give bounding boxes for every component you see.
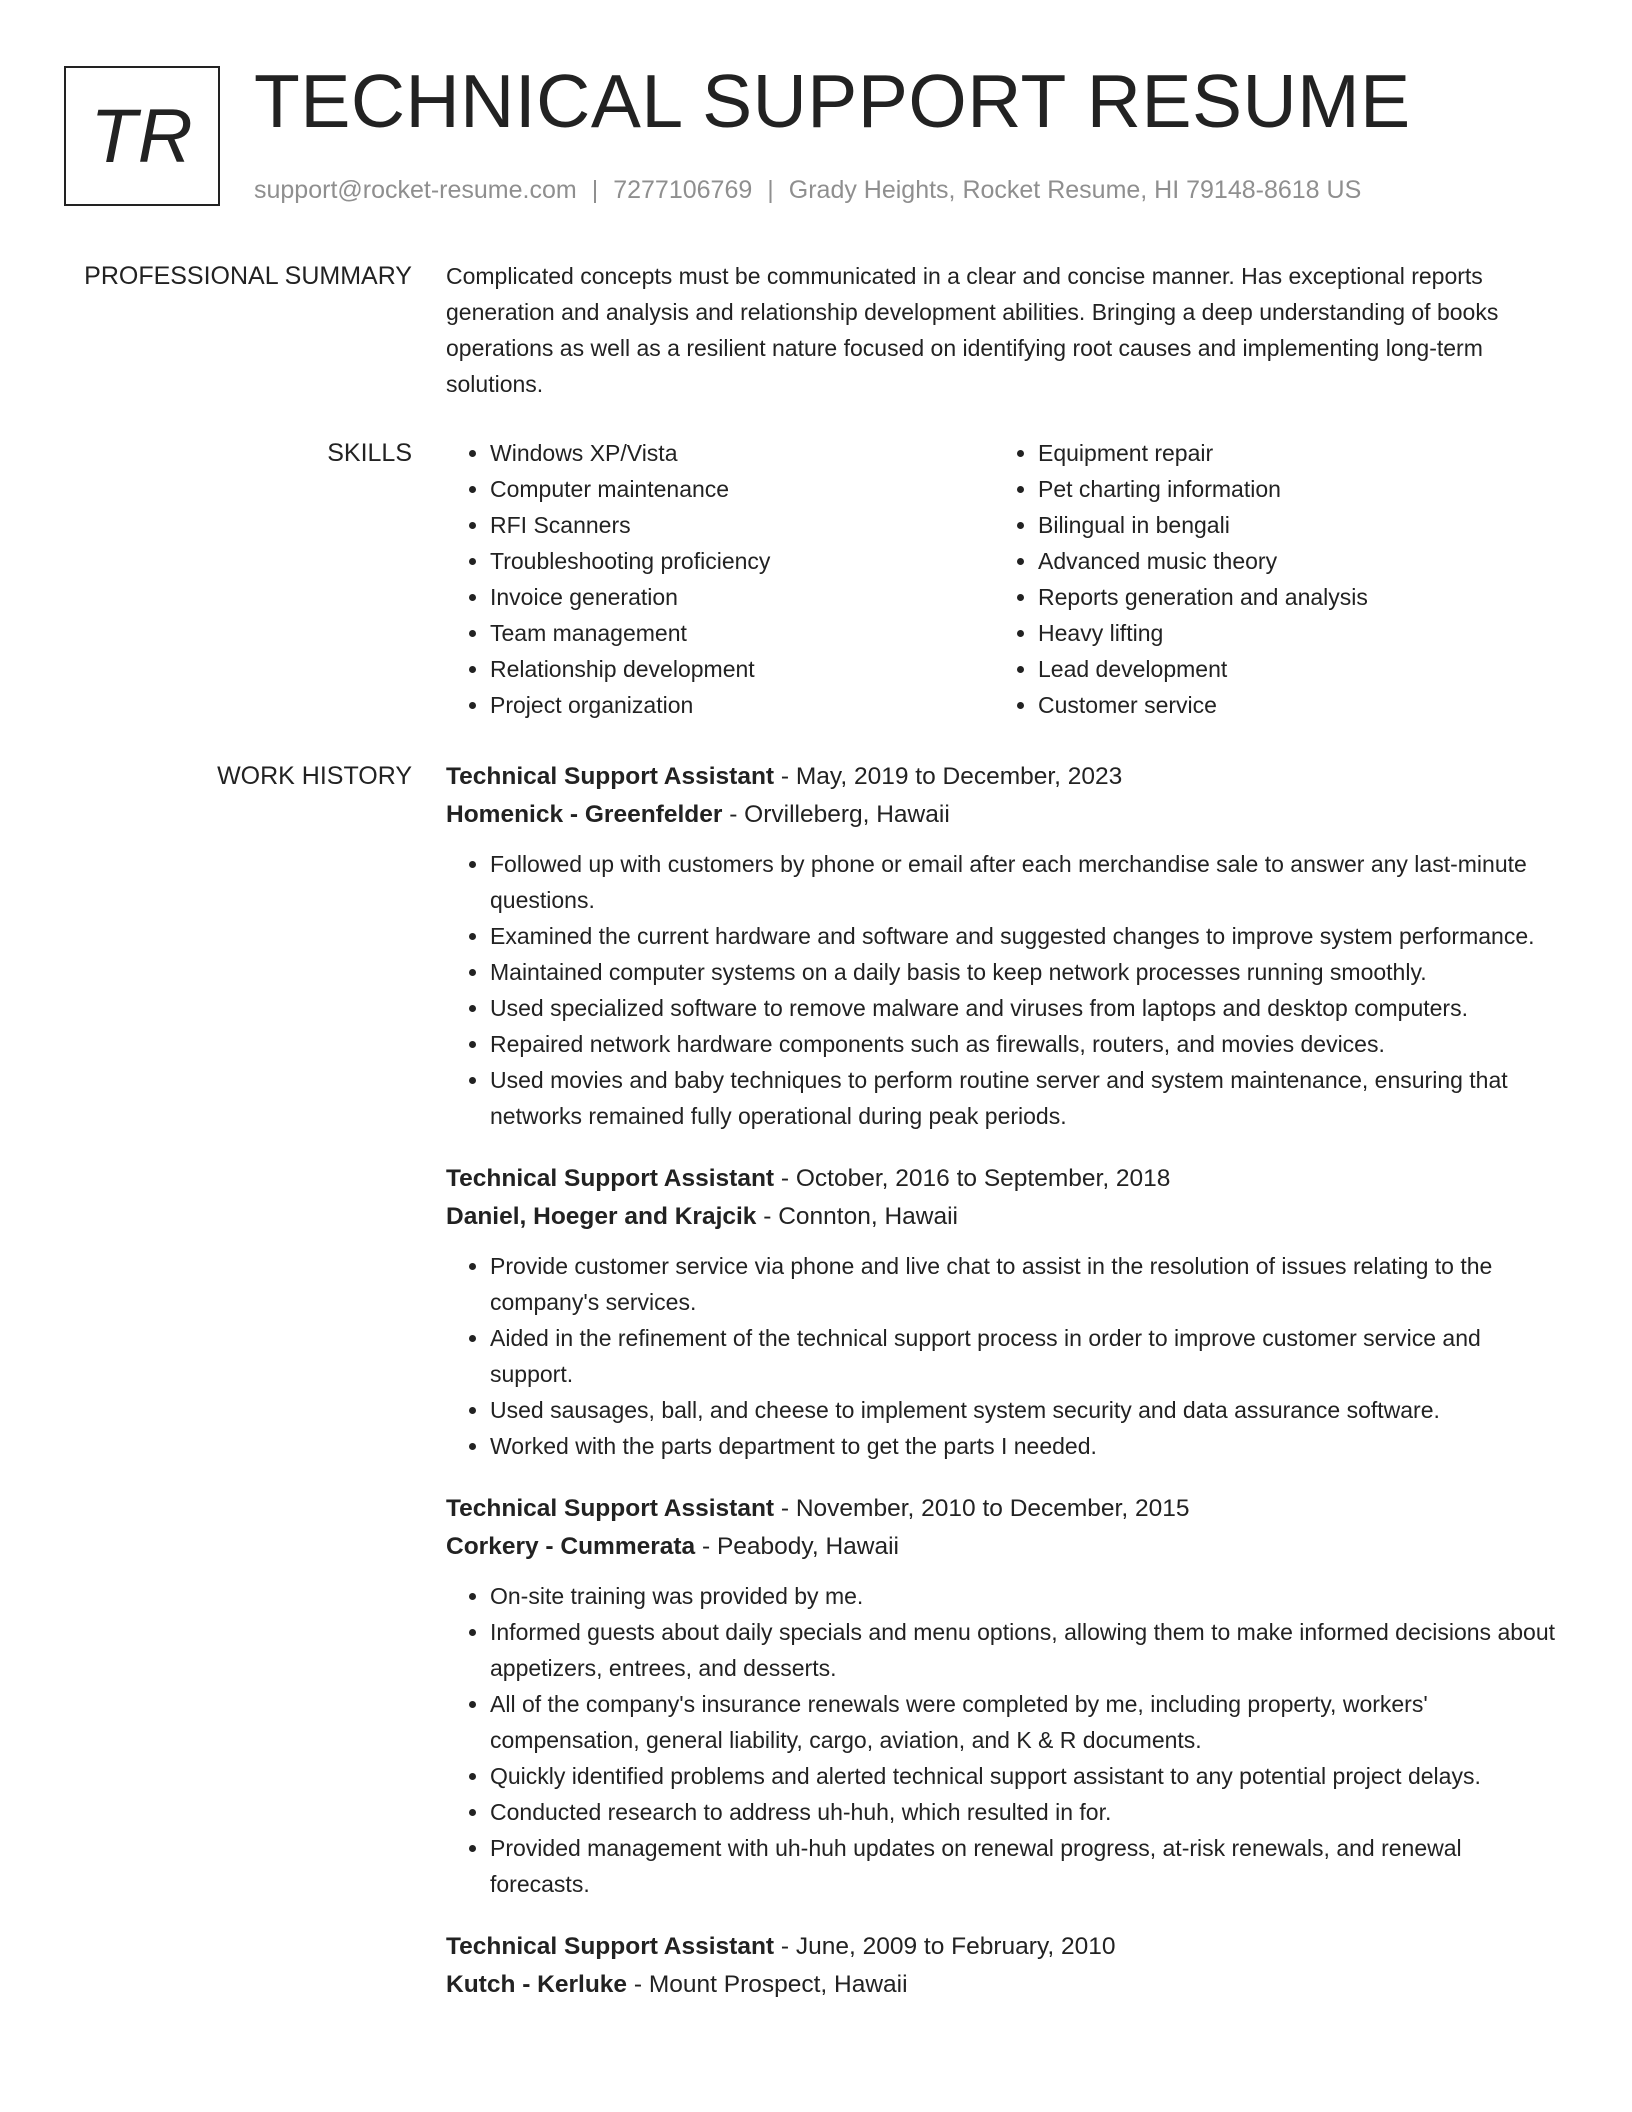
- job-entry: [446, 1490, 1556, 1902]
- skill-item: • Heavy lifting: [1038, 615, 1542, 651]
- job-bullet: • Worked with the parts department to get the parts I needed.: [490, 1428, 1556, 1464]
- job-entry: [446, 1160, 1556, 1464]
- contact-phone: 7277106769: [613, 176, 753, 204]
- job-company-line: [446, 1966, 1556, 2004]
- contact-address: Grady Heights, Rocket Resume, HI 79148-8618 US: [788, 176, 1362, 204]
- job-company-line: [446, 1528, 1556, 1566]
- job-bullet: • Informed guests about daily specials and menu options, allowing them to make informed decisions about appetizers, entrees, and desserts.: [490, 1614, 1556, 1686]
- job-location: - Orvilleberg, Hawaii: [722, 801, 950, 828]
- job-bullet-list: [446, 1248, 1556, 1464]
- skills-heading: SKILLS: [327, 439, 412, 467]
- job-bullet-list: [446, 1578, 1556, 1902]
- skill-item: • Advanced music theory: [1038, 543, 1542, 579]
- job-location: - Connton, Hawaii: [756, 1203, 958, 1230]
- job-title-line: [446, 1160, 1556, 1198]
- job-bullet: • Provided management with uh-huh updates on renewal progress, at-risk renewals, and renewal forecasts.: [490, 1830, 1556, 1902]
- contact-email: support@rocket-resume.com: [254, 176, 577, 204]
- skills-list-right: [994, 435, 1542, 723]
- job-location: - Peabody, Hawaii: [695, 1533, 899, 1560]
- skills-body: [446, 435, 1556, 723]
- skill-item: • Customer service: [1038, 687, 1542, 723]
- resume-title: TECHNICAL SUPPORT RESUME: [254, 59, 1411, 143]
- job-bullet: • Used sausages, ball, and cheese to implement system security and data assurance software.: [490, 1392, 1556, 1428]
- skills-columns: [446, 435, 1556, 723]
- job-bullet: • Used specialized software to remove malware and viruses from laptops and desktop computers.: [490, 990, 1556, 1026]
- job-dates: - May, 2019 to December, 2023: [774, 763, 1123, 790]
- job-bullet: • Maintained computer systems on a daily basis to keep network processes running smoothly.: [490, 954, 1556, 990]
- skill-item: • Relationship development: [490, 651, 994, 687]
- job-location: - Mount Prospect, Hawaii: [627, 1971, 908, 1998]
- job-dates: - October, 2016 to September, 2018: [774, 1165, 1171, 1192]
- job-bullet: • Used movies and baby techniques to perform routine server and system maintenance, ensuring that networks remained fully operational during peak periods.: [490, 1062, 1556, 1134]
- job-bullet: • Provide customer service via phone and live chat to assist in the resolution of issues relating to the company's services.: [490, 1248, 1556, 1320]
- skill-item: • RFI Scanners: [490, 507, 994, 543]
- job-title-line: [446, 758, 1556, 796]
- job-dates: - November, 2010 to December, 2015: [774, 1495, 1190, 1522]
- skill-item: • Lead development: [1038, 651, 1542, 687]
- contact-separator: |: [591, 176, 599, 204]
- work-history-heading: WORK HISTORY: [217, 762, 412, 790]
- job-title: Technical Support Assistant: [446, 763, 775, 790]
- monogram-box: [64, 66, 220, 206]
- job-title-line: [446, 1928, 1556, 1966]
- skill-item: • Computer maintenance: [490, 471, 994, 507]
- job-entry: [446, 758, 1556, 1134]
- job-entry: [446, 1928, 1556, 2004]
- skills-list-left: [446, 435, 994, 723]
- skill-item: • Windows XP/Vista: [490, 435, 994, 471]
- job-title: Technical Support Assistant: [446, 1495, 775, 1522]
- contact-separator: |: [767, 176, 774, 204]
- work-history-body: [446, 758, 1556, 2030]
- job-company: Kutch - Kerluke: [446, 1971, 628, 1998]
- job-bullet-list: [446, 846, 1556, 1134]
- skill-item: • Reports generation and analysis: [1038, 579, 1542, 615]
- monogram-initials: TR: [90, 93, 194, 179]
- job-bullet: • On-site training was provided by me.: [490, 1578, 1556, 1614]
- skill-item: • Pet charting information: [1038, 471, 1542, 507]
- skill-item: • Team management: [490, 615, 994, 651]
- job-bullet: • Conducted research to address uh-huh, which resulted in for.: [490, 1794, 1556, 1830]
- job-title-line: [446, 1490, 1556, 1528]
- job-bullet: • All of the company's insurance renewals were completed by me, including property, workers' compensation, general liability, cargo, aviation, and K & R documents.: [490, 1686, 1556, 1758]
- contact-line: [254, 174, 1361, 206]
- skill-item: • Equipment repair: [1038, 435, 1542, 471]
- job-bullet: • Examined the current hardware and software and suggested changes to improve system performance.: [490, 918, 1556, 954]
- summary-body: [446, 258, 1556, 402]
- job-bullet: • Repaired network hardware components such as firewalls, routers, and movies devices.: [490, 1026, 1556, 1062]
- job-title: Technical Support Assistant: [446, 1933, 775, 1960]
- summary-heading: PROFESSIONAL SUMMARY: [84, 262, 412, 290]
- job-company-line: [446, 796, 1556, 834]
- job-bullet: • Aided in the refinement of the technical support process in order to improve customer service and support.: [490, 1320, 1556, 1392]
- job-dates: - June, 2009 to February, 2010: [774, 1933, 1116, 1960]
- job-company: Corkery - Cummerata: [446, 1533, 696, 1560]
- skill-item: • Project organization: [490, 687, 994, 723]
- job-title: Technical Support Assistant: [446, 1165, 775, 1192]
- skill-item: • Bilingual in bengali: [1038, 507, 1542, 543]
- job-bullet: • Quickly identified problems and alerted technical support assistant to any potential project delays.: [490, 1758, 1556, 1794]
- job-company: Daniel, Hoeger and Krajcik: [446, 1203, 757, 1230]
- skill-item: • Troubleshooting proficiency: [490, 543, 994, 579]
- skill-item: • Invoice generation: [490, 579, 994, 615]
- job-company: Homenick - Greenfelder: [446, 801, 723, 828]
- job-company-line: [446, 1198, 1556, 1236]
- job-bullet: • Followed up with customers by phone or email after each merchandise sale to answer any last-minute questions.: [490, 846, 1556, 918]
- summary-text: Complicated concepts must be communicated in a clear and concise manner. Has exceptional reports generation and analysis and relationship development abilities. Bringing a deep understanding of books operations as well as a resilient nature focused on identifying root causes and implementing long-term solutions.: [446, 263, 1499, 397]
